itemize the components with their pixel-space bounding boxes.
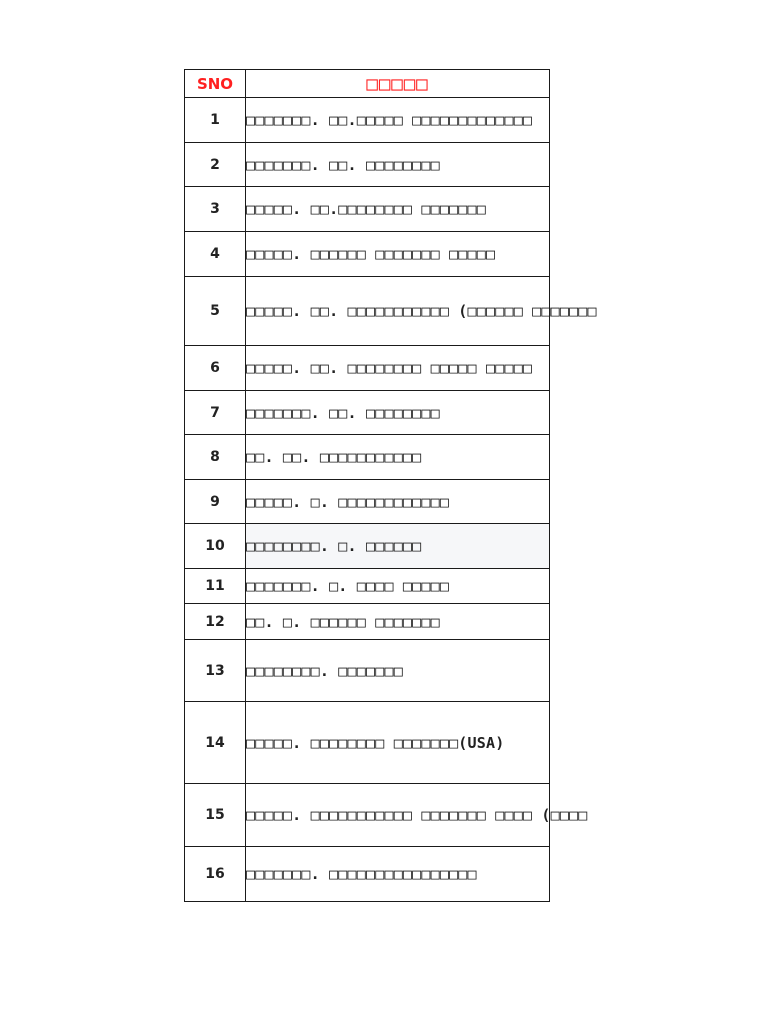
row-name: □□□□□□□□. □. □□□□□□ [246,524,550,569]
table-header-row [185,70,550,98]
row-sno: 6 [185,346,246,391]
table-row [185,640,550,702]
row-name: □□□□□. □. □□□□□□□□□□□□ [246,480,550,524]
row-sno: 2 [185,143,246,187]
row-name: □□. □. □□□□□□ □□□□□□□ [246,604,550,640]
row-name: □□□□□□□. □□.□□□□□ □□□□□□□□□□□□□ [246,98,550,143]
row-name: □□□□□. □□. □□□□□□□□□□□ (□□□□□□ □□□□□□□ [246,277,550,346]
table-row [185,232,550,277]
row-sno: 12 [185,604,246,640]
row-name: □□□□□□□□. □□□□□□□ [246,640,550,702]
row-name: □□□□□□□. □. □□□□ □□□□□ [246,569,550,604]
table-row [185,391,550,435]
row-sno: 5 [185,277,246,346]
row-sno: 16 [185,847,246,902]
table-row [185,143,550,187]
table-row [185,98,550,143]
table-row [185,435,550,480]
row-name: □□□□□. □□. □□□□□□□□ □□□□□ □□□□□ [246,346,550,391]
row-name: □□□□□□□. □□. □□□□□□□□ [246,391,550,435]
row-sno: 9 [185,480,246,524]
row-sno: 1 [185,98,246,143]
row-name: □□□□□. □□□□□□□□ □□□□□□□(USA) [246,702,550,784]
row-sno: 11 [185,569,246,604]
row-sno: 14 [185,702,246,784]
table-row [185,847,550,902]
row-sno: 8 [185,435,246,480]
row-name: □□□□□□□. □□. □□□□□□□□ [246,143,550,187]
table-row [185,346,550,391]
table-row [185,480,550,524]
row-sno: 3 [185,187,246,232]
table-row [185,277,550,346]
row-sno: 7 [185,391,246,435]
table-row [185,187,550,232]
column-header-sno: SNO [185,70,246,98]
column-header-name: □□□□□ [246,70,550,98]
table-row [185,702,550,784]
row-name: □□. □□. □□□□□□□□□□□ [246,435,550,480]
row-name: □□□□□. □□□□□□□□□□□ □□□□□□□ □□□□ (□□□□ [246,784,550,847]
row-sno: 4 [185,232,246,277]
row-sno: 10 [185,524,246,569]
names-table [184,69,597,902]
table-row [185,569,550,604]
row-name: □□□□□□□. □□□□□□□□□□□□□□□□ [246,847,550,902]
row-name: □□□□□. □□.□□□□□□□□ □□□□□□□ [246,187,550,232]
table-row [185,604,550,640]
table-row [185,784,550,847]
row-name: □□□□□. □□□□□□ □□□□□□□ □□□□□ [246,232,550,277]
row-sno: 13 [185,640,246,702]
table-row [185,524,550,569]
row-sno: 15 [185,784,246,847]
